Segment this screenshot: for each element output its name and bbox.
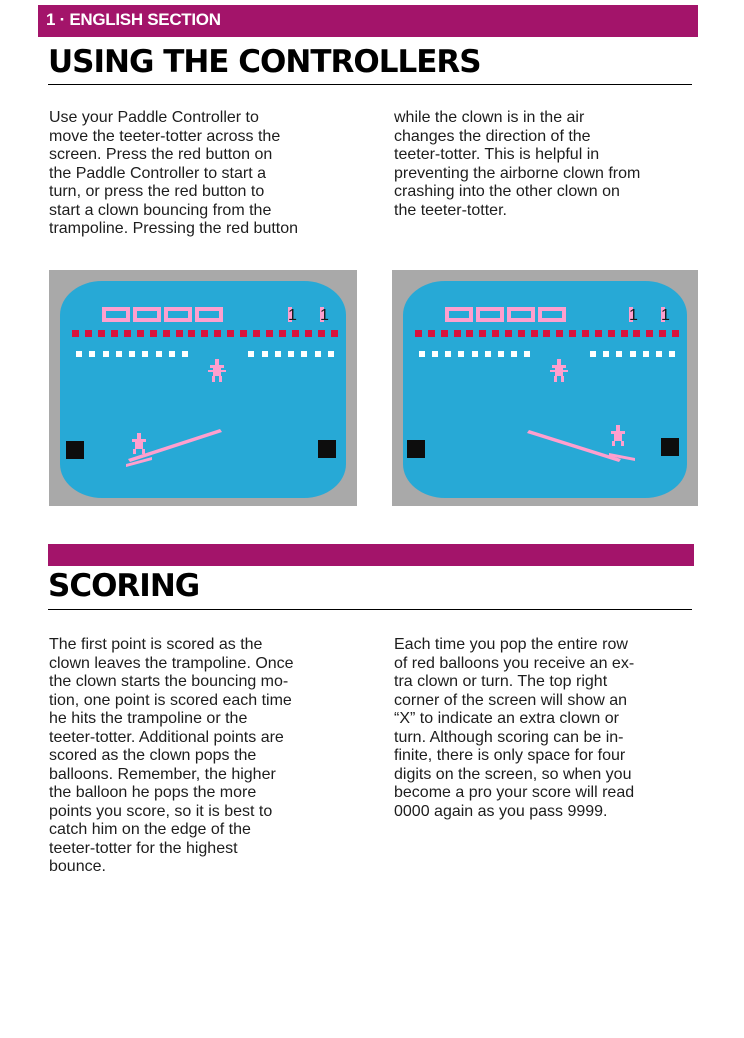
section-divider-bar: [48, 544, 694, 566]
scoring-text-left: The first point is scored as the clown leaves the trampoline. Once the clown starts the bouncing mo- tion, one point is scored each time he hits the trampoline or the teeter-totter. Additional points are scored as the clown pops the balloons. Remember, the higher the balloon he pops the more points you score, so it is best to catch him on the edge of the teeter-totter for the highest bounce.: [49, 636, 294, 875]
sprites: [60, 281, 346, 498]
crt-screen: [60, 281, 346, 498]
scoring-rule: [48, 609, 692, 610]
controllers-heading: USING THE CONTROLLERS: [48, 44, 481, 80]
section-header-bar: [38, 5, 698, 37]
controllers-text-left: Use your Paddle Controller to move the teeter-totter across the screen. Press the red button on the Paddle Controller to start a turn, or press the red button to start a clown bouncing from the trampoline. Pressing the red button: [49, 109, 299, 237]
crt-screen: [403, 281, 687, 498]
scoring-heading: SCORING: [48, 568, 200, 604]
game-screenshot-2: [392, 270, 698, 506]
scoring-text-right: Each time you pop the entire row of red balloons you receive an ex- tra clown or turn. The top right corner of the screen will show an “X” to indicate an extra clown or turn. Although scoring can be in- finite, there is only space for four digits on the screen, so when you become a pro your score will read 0000 again as you pass 9999.: [394, 636, 635, 820]
controllers-text-right: while the clown is in the air changes the direction of the teeter-totter. This is helpful in preventing the airborne clown from crashing into the other clown on the teeter-totter.: [394, 109, 641, 219]
game-screenshot-1: [49, 270, 357, 506]
section-label: 1 · ENGLISH SECTION: [46, 10, 221, 29]
controllers-rule: [48, 84, 692, 85]
lives-display: 1 1: [288, 307, 329, 324]
lives-display: 1 1: [629, 307, 670, 324]
sprites: [403, 281, 687, 498]
